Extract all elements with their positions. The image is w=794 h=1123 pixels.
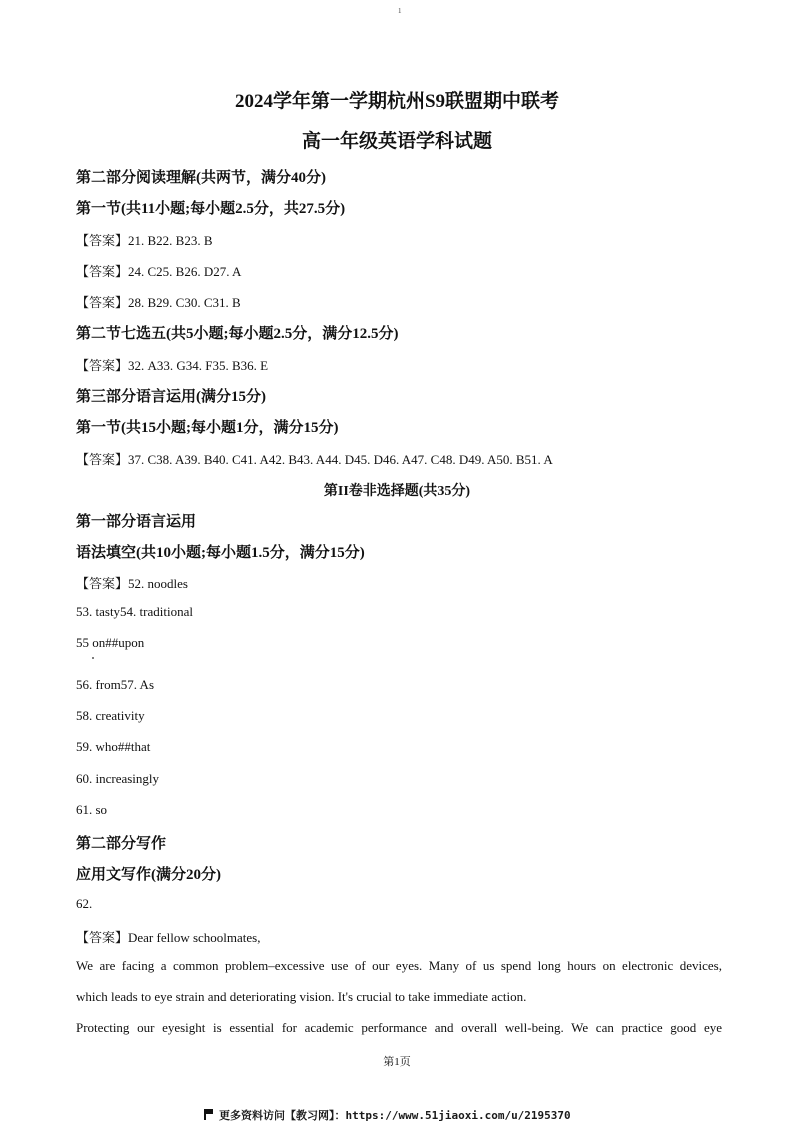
essay-line: which leads to eye strain and deteriorating vision. It's crucial to take immediate action. bbox=[76, 989, 527, 1004]
stray-dot bbox=[92, 657, 94, 659]
answer-line: 【答案】32. A33. G34. F35. B36. E bbox=[76, 358, 269, 373]
volume2-heading: 第II卷非选择题(共35分) bbox=[323, 484, 471, 499]
part3-section1-heading: 第一节(共15小题;每小题1分，满分15分) bbox=[76, 420, 339, 436]
grammar-answer: 59. who##that bbox=[76, 739, 151, 754]
grammar-answer: 56. from57. As bbox=[76, 677, 154, 692]
essay-line: Protecting our eyesight is essential for academic performance and overall well-being. We can practice good eye bbox=[76, 1020, 722, 1035]
writing-part-heading: 第二部分写作 bbox=[76, 836, 167, 852]
footer-link[interactable] bbox=[204, 1107, 571, 1123]
exam-title: 2024学年第一学期杭州S9联盟期中联考 bbox=[234, 91, 560, 112]
answer-line: 【答案】28. B29. C30. C31. B bbox=[76, 295, 241, 310]
grammar-answer: 61. so bbox=[76, 802, 108, 817]
question-number: 62. bbox=[76, 896, 93, 911]
writing-answer-salutation: 【答案】Dear fellow schoolmates, bbox=[76, 930, 261, 945]
grammar-answer: 60. increasingly bbox=[76, 771, 160, 786]
answer-line: 【答案】37. C38. A39. B40. C41. A42. B43. A44. D45. D46. A47. C48. D49. A50. B51. A bbox=[76, 452, 553, 467]
part2-heading: 第二部分阅读理解(共两节，满分40分) bbox=[76, 170, 326, 186]
page-top-mark: 1 bbox=[398, 7, 402, 15]
page-number: 第1页 bbox=[383, 1056, 411, 1068]
essay-line: We are facing a common problem–excessive use of our eyes. Many of us spend long hours on electronic devices, bbox=[76, 958, 722, 973]
exam-subtitle: 高一年级英语学科试题 bbox=[301, 131, 492, 152]
footer-text: 更多资料访问【教习网】：https://www.51jiaoxi.com/u/2195370 bbox=[219, 1109, 571, 1122]
grammar-answer: 58. creativity bbox=[76, 708, 145, 723]
grammar-answer: 55 on##upon bbox=[76, 635, 145, 650]
answer-line: 【答案】21. B22. B23. B bbox=[76, 233, 213, 248]
answer-line: 【答案】24. C25. B26. D27. A bbox=[76, 264, 242, 279]
part2-section2-heading: 第二节七选五(共5小题;每小题2.5分，满分12.5分) bbox=[76, 326, 399, 342]
flag-icon bbox=[204, 1109, 213, 1120]
grammar-heading: 语法填空(共10小题;每小题1.5分，满分15分) bbox=[76, 545, 365, 561]
part3-heading: 第三部分语言运用(满分15分) bbox=[76, 389, 266, 405]
volume2-part1-heading: 第一部分语言运用 bbox=[76, 514, 197, 530]
applied-writing-heading: 应用文写作(满分20分) bbox=[76, 867, 221, 883]
grammar-answer: 【答案】52. noodles bbox=[76, 576, 188, 591]
grammar-answer: 53. tasty54. traditional bbox=[76, 604, 193, 619]
part2-section1-heading: 第一节(共11小题;每小题2.5分，共27.5分) bbox=[76, 201, 346, 217]
